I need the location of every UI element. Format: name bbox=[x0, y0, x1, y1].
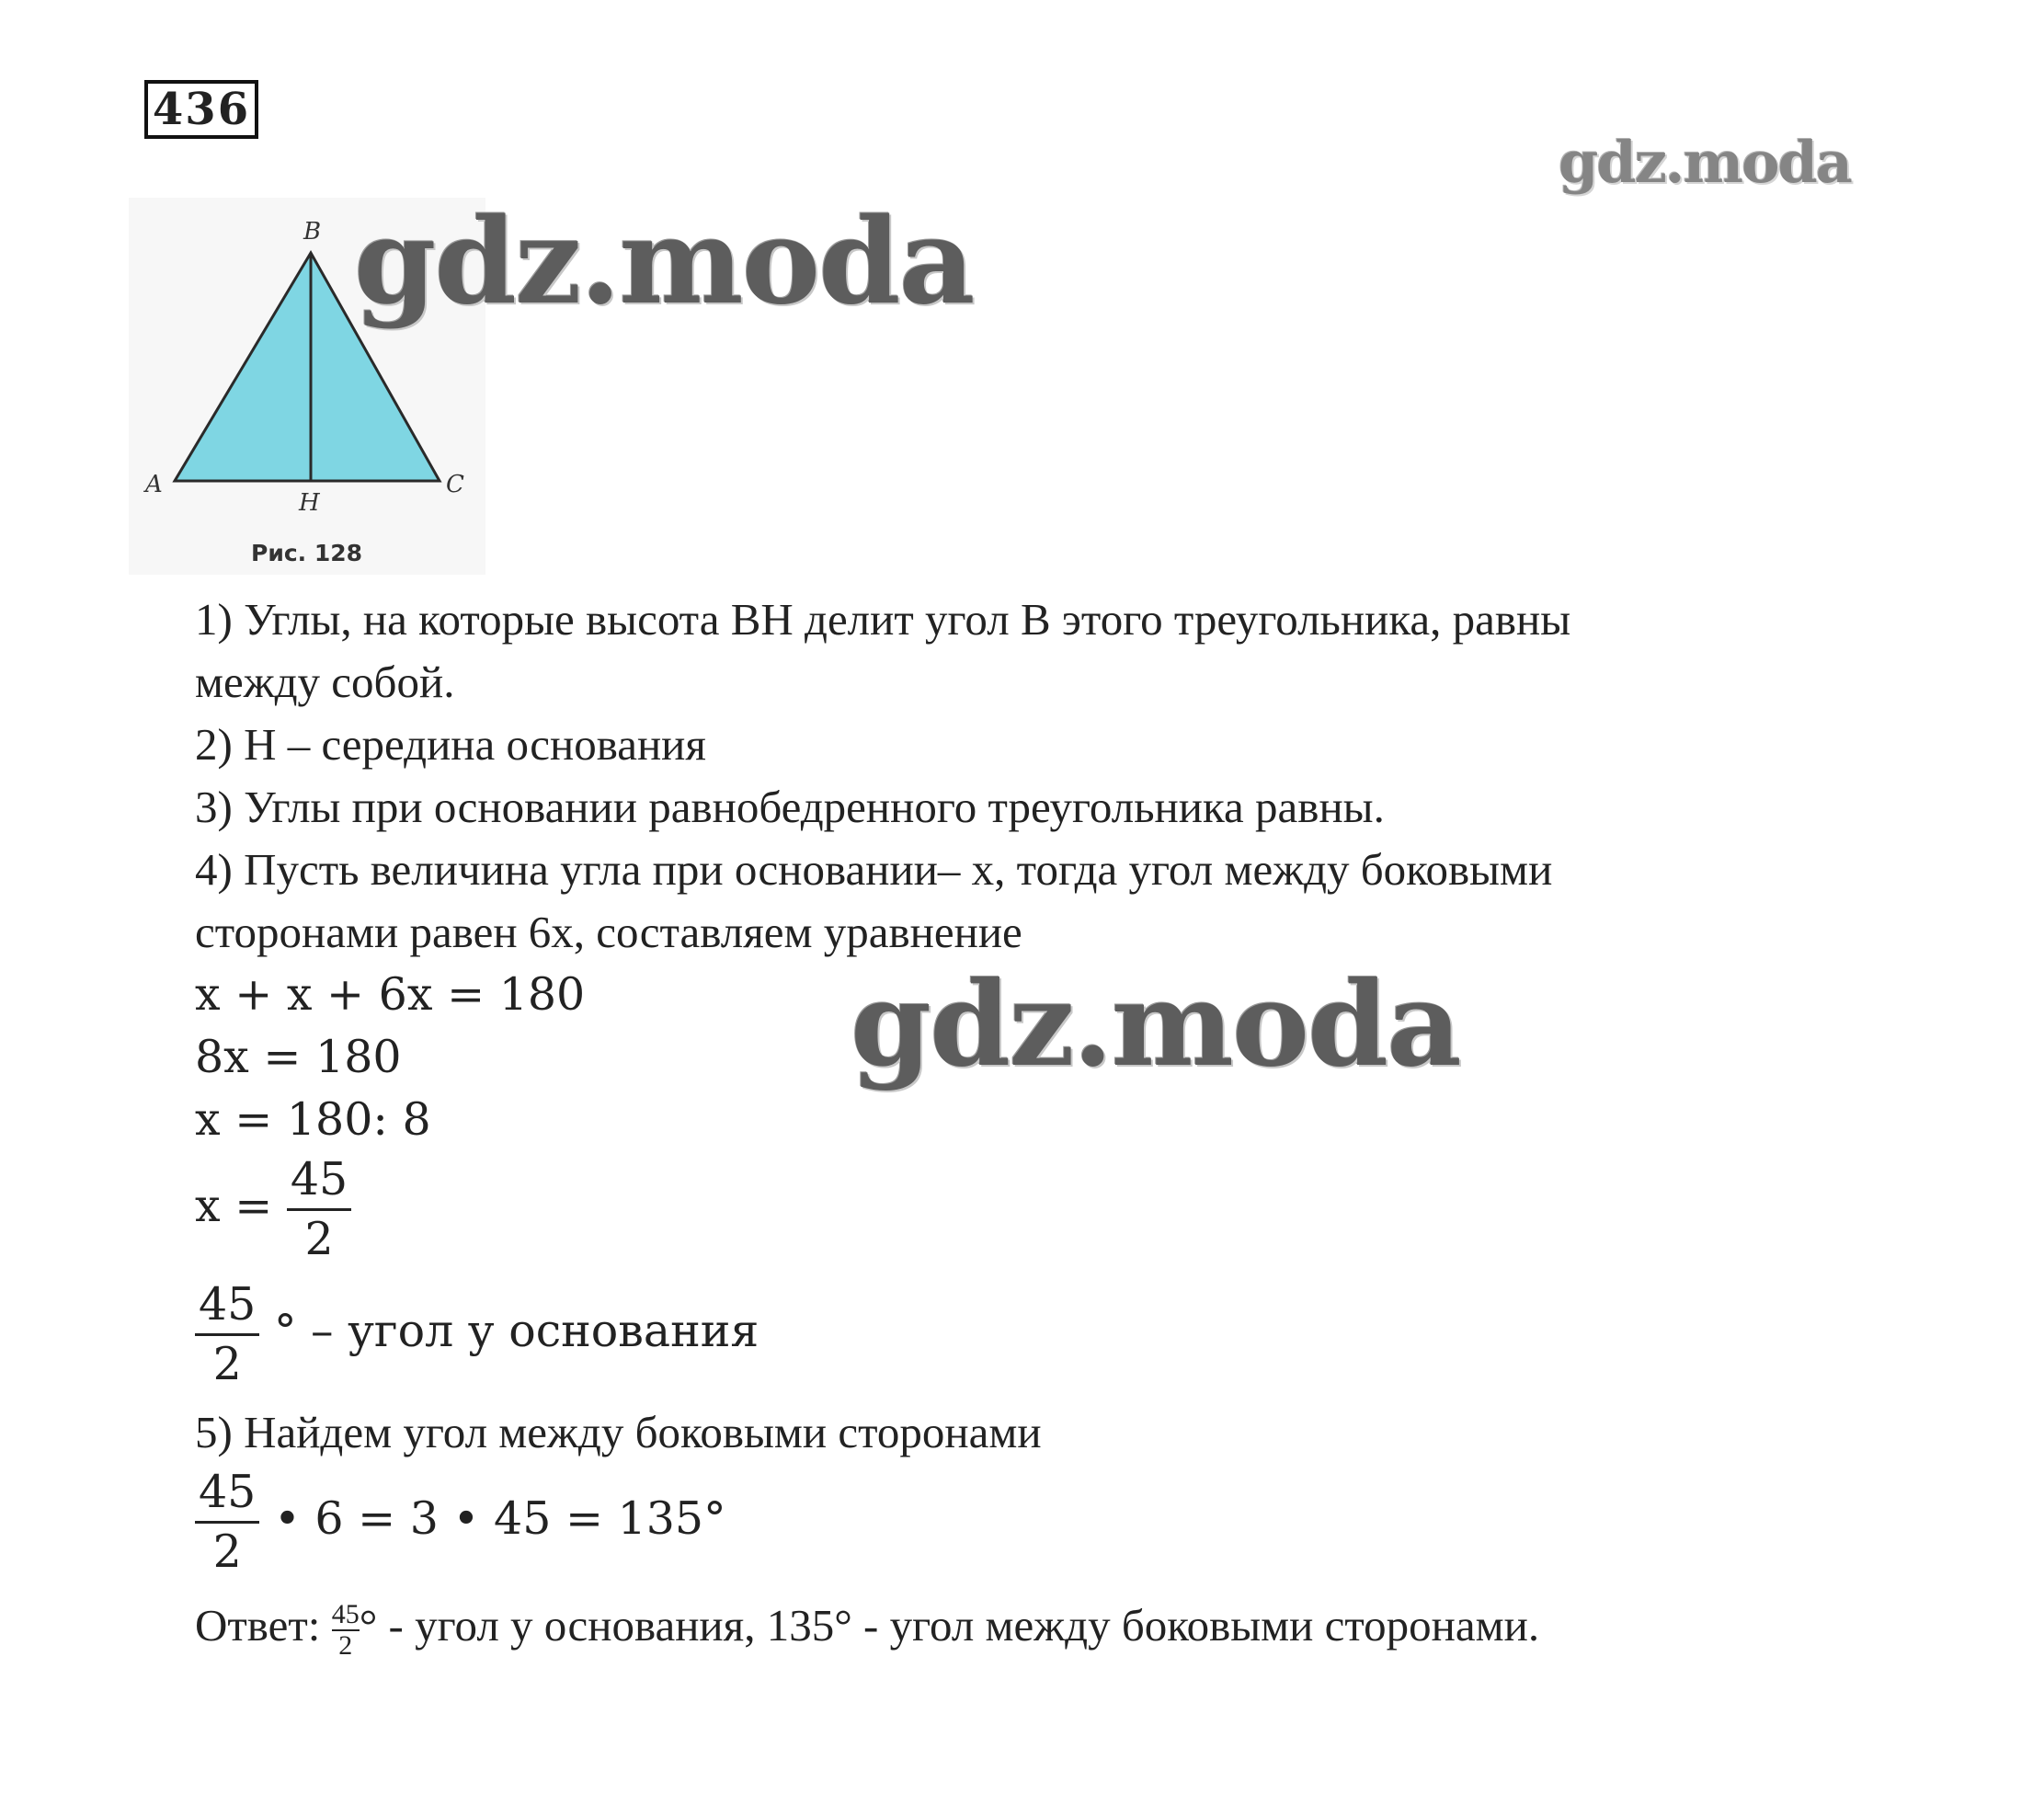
step4-line1: 4) Пусть величина угла при основании– х, тогда угол между боковыми bbox=[195, 844, 1553, 895]
label-a: A bbox=[145, 471, 163, 498]
equation-2: 8x = 180 bbox=[195, 1031, 402, 1083]
equation-3: x = 180: 8 bbox=[195, 1093, 431, 1146]
step1-line1: 1) Углы, на которые высота ВН делит угол В этого треугольника, равны bbox=[195, 594, 1571, 645]
fraction-45-2 bbox=[195, 1464, 259, 1581]
answer-fraction bbox=[332, 1600, 360, 1661]
step1-line2: между собой. bbox=[195, 657, 455, 707]
step3: 3) Углы при основании равнобедренного треугольника равны. bbox=[195, 782, 1385, 832]
fraction-numerator: 45 bbox=[195, 1464, 259, 1524]
equation-4-lhs: x = bbox=[195, 1180, 273, 1232]
fraction-45-2 bbox=[287, 1151, 351, 1268]
watermark-figure: gdz.moda bbox=[354, 193, 974, 331]
watermark-top: gdz.moda bbox=[1559, 129, 1851, 196]
equation-4 bbox=[195, 1151, 1942, 1276]
problem-number: 436 bbox=[144, 80, 258, 139]
watermark-middle: gdz.moda bbox=[851, 956, 1460, 1092]
answer-prefix: Ответ: bbox=[195, 1600, 321, 1651]
step4-line2: сторонами равен 6х, составляем уравнение bbox=[195, 907, 1022, 957]
fraction-denominator: 2 bbox=[212, 1525, 242, 1578]
answer-rest: ° - угол у основания, 135° - угол между боковыми сторонами. bbox=[359, 1600, 1540, 1651]
label-c: C bbox=[446, 471, 464, 498]
fraction-numerator: 45 bbox=[287, 1151, 351, 1211]
figure-caption: Рис. 128 bbox=[251, 540, 363, 566]
step2: 2) Н – середина основания bbox=[195, 719, 706, 770]
step5: 5) Найдем угол между боковыми сторонами bbox=[195, 1407, 1042, 1457]
fraction-45-2 bbox=[195, 1276, 259, 1393]
equation-1: x + x + 6x = 180 bbox=[195, 968, 586, 1021]
step5-calculation bbox=[195, 1464, 1942, 1589]
base-angle-line bbox=[195, 1276, 1942, 1401]
answer-line bbox=[195, 1589, 1942, 1662]
fraction-denominator: 2 bbox=[304, 1213, 334, 1265]
label-h: H bbox=[299, 489, 320, 517]
fraction-denominator: 2 bbox=[212, 1338, 242, 1390]
base-angle-text: ° – угол у основания bbox=[273, 1305, 759, 1357]
label-b: B bbox=[303, 218, 322, 246]
step5-calc-text: • 6 = 3 • 45 = 135° bbox=[273, 1492, 726, 1545]
solution-text bbox=[195, 588, 1942, 1662]
answer-fraction-denominator: 2 bbox=[338, 1629, 353, 1661]
answer-fraction-numerator: 45 bbox=[331, 1598, 360, 1629]
fraction-numerator: 45 bbox=[195, 1276, 259, 1336]
